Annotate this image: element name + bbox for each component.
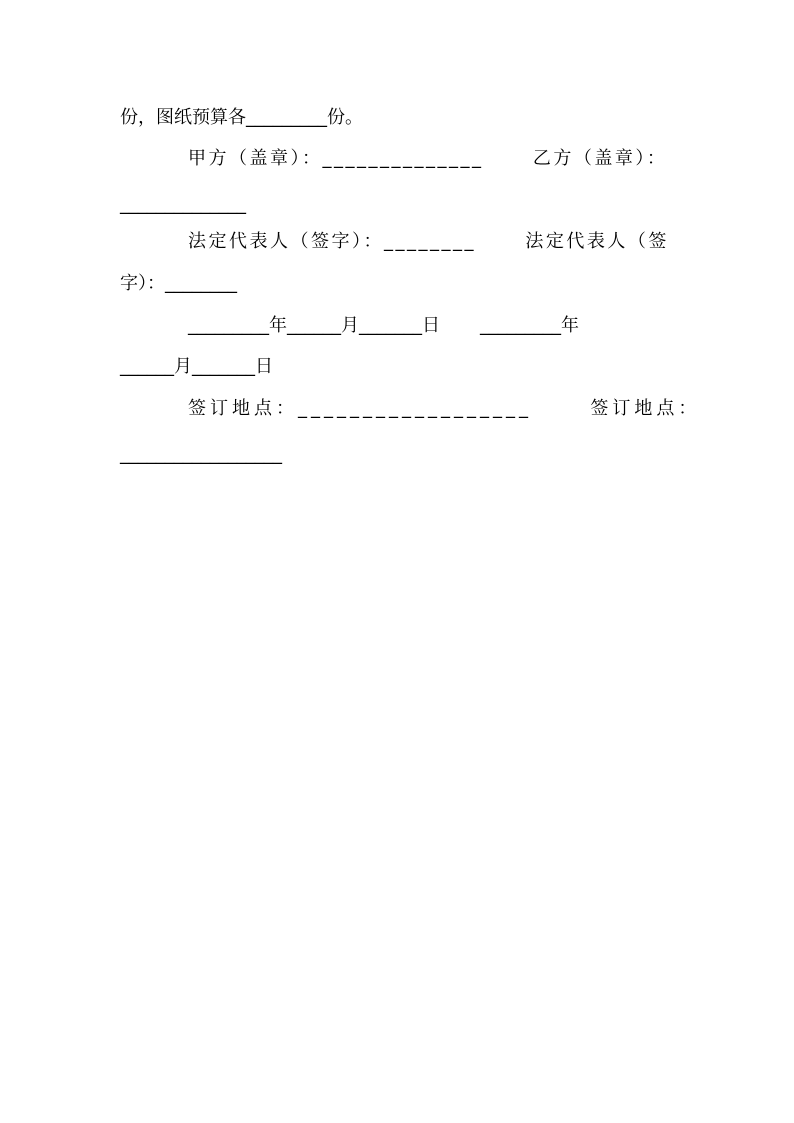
party-seal-line: 甲方（盖章）：______________ 乙方（盖章）： [188,148,668,169]
date-continuation: ______月_______日 [120,356,273,377]
copies-line: 份，图纸预算各_________份。 [120,107,363,128]
date-line: _________年______月_______日 _________年 [188,315,580,336]
legal-representative-continuation: 字）：________ [120,273,237,294]
legal-representative-line: 法定代表人（签字）：________ 法定代表人（签 [188,231,669,252]
signing-location-line: 签订地点：__________________ 签订地点： [188,398,701,419]
party-b-seal-blank: ______________ [120,194,246,215]
signing-location-blank: __________________ [120,444,282,465]
